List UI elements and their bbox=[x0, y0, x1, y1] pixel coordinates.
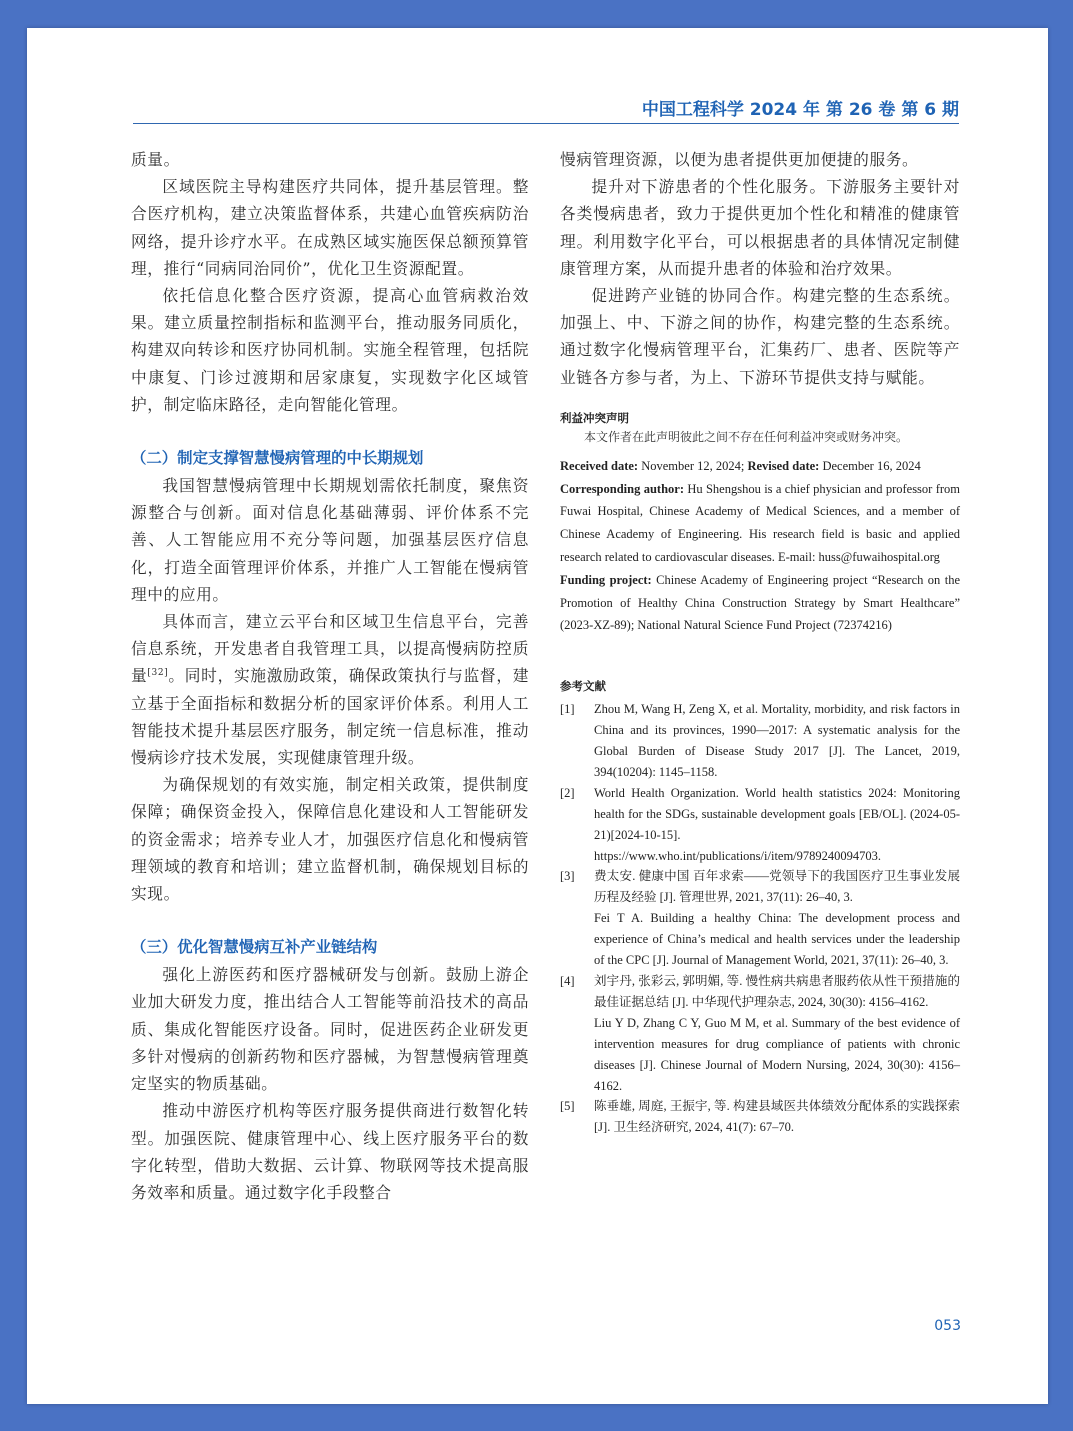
left-column bbox=[131, 146, 529, 1206]
revised-label: Revised date: bbox=[747, 458, 820, 473]
reference-text: 刘宇丹, 张彩云, 郭明媚, 等. 慢性病共病患者服药依从性干预措施的最佳证据总结 [J]. 中华现代护理杂志, 2024, 30(30): 4156–4162. bbox=[594, 973, 960, 1009]
reference-body bbox=[594, 1096, 960, 1138]
reference-number: [4] bbox=[560, 973, 575, 988]
reference-number: [1] bbox=[560, 702, 575, 717]
paragraph: 质量。 bbox=[131, 150, 180, 169]
journal-page bbox=[27, 28, 1048, 1404]
reference-text: Fei T A. Building a healthy China: The development process and experience of China’s medical and health services under the leadership of the CPC [J]. Journal of Management World, 2021, 37(11): 26–40, 3. bbox=[594, 911, 960, 968]
revised-value: December 16, 2024 bbox=[819, 458, 921, 473]
paragraph: 强化上游医药和医疗器械研发与创新。鼓励上游企业加大研发力度，推出结合人工智能等前沿技术的高品质、集成化智能医疗设备。同时，促进医药企业研发更多针对慢病的创新药物和医疗器械，为智慧慢病管理奠定坚实的物质基础。 bbox=[131, 965, 529, 1094]
corresponding-value: Hu Shengshou is a chief physician and professor from Fuwai Hospital, Chinese Academy of Medical Sciences, and a member of Chinese Academy of Engineering. His research field is basic and applied research related to cardiovascular diseases. E-mail: huss@fuwaihospital.org bbox=[560, 481, 960, 565]
paragraph: 慢病管理资源，以便为患者提供更加便捷的服务。 bbox=[560, 150, 919, 169]
reference-body bbox=[594, 699, 960, 783]
funding-project bbox=[560, 569, 960, 637]
corresponding-label: Corresponding author: bbox=[560, 481, 684, 496]
paragraph: 我国智慧慢病管理中长期规划需依托制度，聚焦资源整合与创新。面对信息化基础薄弱、评价体系不完善、人工智能应用不充分等问题，加强基层医疗信息化，打造全面管理评价体系，并推广人工智能在慢病管理中的应用。 bbox=[131, 476, 529, 604]
running-header: 中国工程科学 2024 年 第 26 卷 第 6 期 bbox=[133, 100, 959, 124]
article-dates bbox=[560, 455, 960, 478]
page-number: 053 bbox=[934, 1318, 961, 1334]
references-heading: 参考文献 bbox=[560, 679, 606, 694]
paragraph-text: 。同时，实施激励政策，确保政策执行与监督，建立基于全面指标和数据分析的国家评价体系。利用人工智能技术提升基层医疗服务，制定统一信息标准，推动慢病诊疗技术发展，实现健康管理升级。 bbox=[131, 666, 529, 768]
funding-value: Chinese Academy of Engineering project “Research on the Promotion of Healthy China Construction Strategy by Smart Healthcare” (2023-XZ-89); National Natural Science Fund Project (72374216) bbox=[560, 572, 960, 633]
paragraph: 推动中游医疗机构等医疗服务提供商进行数智化转型。加强医院、健康管理中心、线上医疗服务平台的数字化转型，借助大数据、云计算、物联网等技术提高服务效率和质量。通过数字化手段整合 bbox=[131, 1101, 529, 1202]
paragraph: 区域医院主导构建医疗共同体，提升基层管理。整合医疗机构，建立决策监督体系，共建心血管疾病防治网络，提升诊疗水平。在成熟区域实施医保总额预算管理，推行“同病同治同价”，优化卫生资源配置。 bbox=[131, 177, 529, 278]
paragraph: 促进跨产业链的协同合作。构建完整的生态系统。加强上、中、下游之间的协作，构建完整的生态系统。通过数字化慢病管理平台，汇集药厂、患者、医院等产业链各方参与者，为上、下游环节提供支持与赋能。 bbox=[560, 286, 960, 387]
paragraph-text: 具体而言，建立云平台和区域卫生信息平台，完善信息系统，开发患者自我管理工具，以提高慢病防控质量 bbox=[131, 612, 529, 686]
reference-body bbox=[594, 783, 960, 867]
reference-text: World Health Organization. World health statistics 2024: Monitoring health for the SDGs, sustainable development goals [EB/OL]. (2024-05-21)[2024-10-15]. https://www.who.int/publications/i/item/9789240094703. bbox=[594, 785, 960, 863]
conflict-statement: 本文作者在此声明彼此之间不存在任何利益冲突或财务冲突。 bbox=[584, 429, 909, 444]
reference-item bbox=[560, 783, 960, 867]
citation-link[interactable]: [32] bbox=[147, 668, 169, 679]
reference-list bbox=[560, 699, 960, 1138]
reference-item bbox=[560, 866, 960, 971]
reference-item bbox=[560, 699, 960, 783]
paragraph: 依托信息化整合医疗资源，提高心血管病救治效果。建立质量控制指标和监测平台，推动服务同质化，构建双向转诊和医疗协同机制。实施全程管理，包括院中康复、门诊过渡期和居家康复，实现数字化区域管护，制定临床路径，走向智能化管理。 bbox=[131, 286, 529, 414]
reference-text: 陈垂雄, 周庭, 王振宇, 等. 构建县域医共体绩效分配体系的实践探索 [J]. 卫生经济研究, 2024, 41(7): 67–70. bbox=[594, 1099, 960, 1135]
reference-text: 费太安. 健康中国 百年求索——党领导下的我国医疗卫生事业发展历程及经验 [J]. 管理世界, 2021, 37(11): 26–40, 3. bbox=[594, 869, 960, 905]
funding-label: Funding project: bbox=[560, 572, 652, 587]
conflict-heading: 利益冲突声明 bbox=[560, 410, 629, 425]
right-column bbox=[560, 146, 960, 1138]
reference-text: Liu Y D, Zhang C Y, Guo M M, et al. Summary of the best evidence of intervention measures for drug compliance of patients with chronic diseases [J]. Chinese Journal of Modern Nursing, 2024, 30(30): 4156–4162. bbox=[594, 1015, 960, 1093]
reference-number: [5] bbox=[560, 1099, 575, 1114]
reference-number: [2] bbox=[560, 785, 575, 800]
section-heading: （二）制定支撑智慧慢病管理的中长期规划 bbox=[131, 449, 424, 468]
reference-body bbox=[594, 971, 960, 1096]
paragraph bbox=[131, 608, 529, 771]
received-value: November 12, 2024; bbox=[638, 458, 748, 473]
reference-number: [3] bbox=[560, 869, 575, 884]
reference-body bbox=[594, 866, 960, 971]
paragraph: 为确保规划的有效实施，制定相关政策，提供制度保障；确保资金投入，保障信息化建设和人工智能研发的资金需求；培养专业人才，加强医疗信息化和慢病管理领域的教育和培训；建立监督机制，确保规划目标的实现。 bbox=[131, 775, 529, 904]
section-heading: （三）优化智慧慢病互补产业链结构 bbox=[131, 938, 378, 957]
reference-item bbox=[560, 1096, 960, 1138]
paragraph: 提升对下游患者的个性化服务。下游服务主要针对各类慢病患者，致力于提供更加个性化和精准的健康管理。利用数字化平台，可以根据患者的具体情况定制健康管理方案，从而提升患者的体验和治疗效果。 bbox=[560, 177, 960, 278]
reference-text: Zhou M, Wang H, Zeng X, et al. Mortality, morbidity, and risk factors in China and its provinces, 1990—2017: A systematic analysis for the Global Burden of Disease Study 2017 [J]. The Lancet, 2019, 394(10204): 1145–1158. bbox=[594, 702, 960, 779]
received-label: Received date: bbox=[560, 458, 639, 473]
reference-item bbox=[560, 971, 960, 1096]
corresponding-author bbox=[560, 478, 960, 569]
